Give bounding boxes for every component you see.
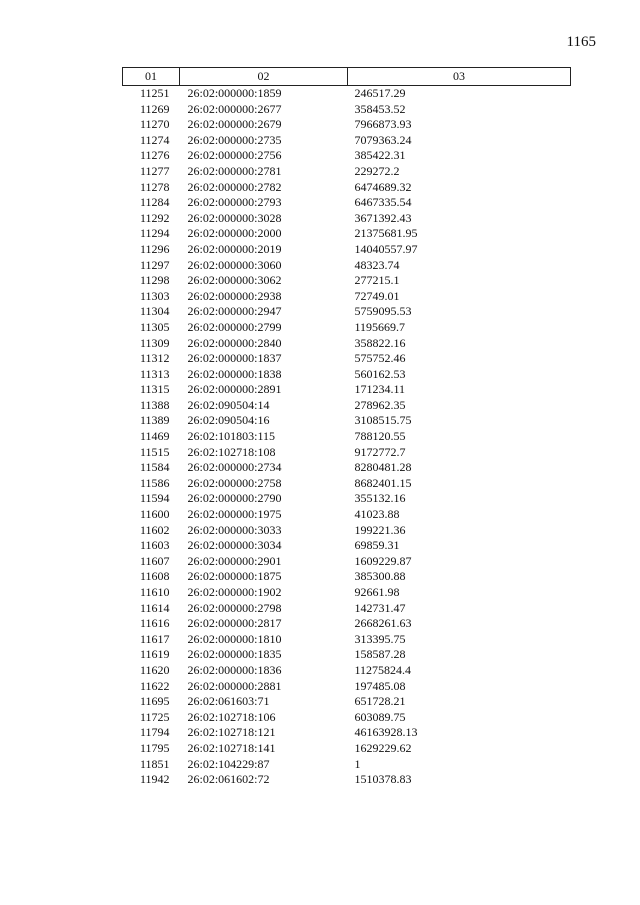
table-row	[123, 647, 571, 663]
cadastral-number-cell: 26:02:000000:1875	[187, 569, 282, 584]
cadastral-number-cell: 26:02:000000:2756	[187, 148, 282, 163]
cadastral-number-cell: 26:02:090504:16	[187, 413, 270, 428]
cadastral-number-cell: 26:02:000000:3028	[187, 210, 282, 225]
row-number-cell: 11313	[139, 366, 170, 381]
cadastral-number-cell: 26:02:000000:2817	[187, 616, 282, 631]
cadastral-value-cell: 9172772.7	[354, 444, 406, 459]
cadastral-value-cell: 651728.21	[354, 694, 406, 709]
cadastral-value-cell: 1	[354, 756, 361, 771]
cadastral-value-table	[122, 67, 571, 788]
column-header-03: 03	[348, 68, 571, 86]
cadastral-number-cell: 26:02:000000:1810	[187, 631, 282, 646]
cadastral-value-cell: 7966873.93	[354, 117, 412, 132]
cadastral-number-cell: 26:02:000000:2798	[187, 600, 282, 615]
table-row	[123, 491, 571, 507]
cadastral-number-cell: 26:02:000000:2790	[187, 491, 282, 506]
table-row	[123, 367, 571, 383]
cadastral-value-cell: 3671392.43	[354, 210, 412, 225]
cadastral-number-cell: 26:02:000000:2734	[187, 460, 282, 475]
cadastral-value-cell: 142731.47	[354, 600, 406, 615]
row-number-cell: 11515	[139, 444, 170, 459]
table-row	[123, 180, 571, 196]
row-number-cell: 11389	[139, 413, 170, 428]
cadastral-value-cell: 575752.46	[354, 351, 406, 366]
row-number-cell: 11315	[139, 382, 170, 397]
cadastral-value-cell: 5759095.53	[354, 304, 412, 319]
row-number-cell: 11610	[139, 585, 170, 599]
table-row	[123, 211, 571, 227]
cadastral-value-cell: 560162.53	[354, 366, 406, 381]
row-number-cell: 11297	[139, 257, 170, 272]
cadastral-number-cell: 26:02:061602:72	[187, 772, 270, 787]
cadastral-value-cell: 69859.31	[354, 538, 400, 553]
table-row	[123, 289, 571, 305]
cadastral-value-cell: 197485.08	[354, 678, 406, 693]
row-number-cell: 11284	[139, 195, 170, 210]
cadastral-number-cell: 26:02:000000:1835	[187, 647, 282, 662]
table-row	[123, 710, 571, 726]
cadastral-number-cell: 26:02:102718:141	[187, 740, 276, 755]
cadastral-number-cell: 26:02:061603:71	[187, 694, 270, 709]
cadastral-value-cell: 603089.75	[354, 709, 406, 724]
table-row	[123, 616, 571, 632]
table-row	[123, 632, 571, 648]
table-row	[123, 445, 571, 461]
table-row	[123, 679, 571, 695]
cadastral-number-cell: 26:02:000000:2881	[187, 678, 282, 693]
row-number-cell: 11795	[139, 740, 170, 755]
table-row	[123, 102, 571, 118]
row-number-cell: 11278	[139, 179, 170, 194]
row-number-cell: 11607	[139, 553, 170, 568]
cadastral-number-cell: 26:02:000000:1859	[187, 86, 282, 100]
page-number: 1165	[566, 34, 596, 50]
row-number-cell: 11608	[139, 569, 170, 584]
cadastral-number-cell: 26:02:000000:1902	[187, 585, 282, 599]
cadastral-value-cell: 48323.74	[354, 257, 400, 272]
table-row	[123, 725, 571, 741]
cadastral-value-cell: 358453.52	[354, 101, 406, 116]
row-number-cell: 11296	[139, 241, 170, 256]
cadastral-number-cell: 26:02:000000:1836	[187, 662, 282, 677]
table-row	[123, 538, 571, 554]
cadastral-value-cell: 358822.16	[354, 335, 406, 350]
cadastral-value-cell: 199221.36	[354, 522, 406, 537]
cadastral-value-cell: 1510378.83	[354, 772, 412, 787]
cadastral-number-cell: 26:02:000000:1975	[187, 507, 282, 522]
table-row	[123, 351, 571, 367]
cadastral-number-cell: 26:02:000000:3033	[187, 522, 282, 537]
row-number-cell: 11616	[139, 616, 170, 631]
table-row	[123, 226, 571, 242]
row-number-cell: 11603	[139, 538, 170, 553]
cadastral-value-cell: 14040557.97	[354, 241, 418, 256]
table-row	[123, 460, 571, 476]
cadastral-number-cell: 26:02:090504:14	[187, 397, 270, 412]
cadastral-number-cell: 26:02:000000:2840	[187, 335, 282, 350]
cadastral-value-cell: 158587.28	[354, 647, 406, 662]
cadastral-value-cell: 8280481.28	[354, 460, 412, 475]
row-number-cell: 11305	[139, 319, 170, 334]
row-number-cell: 11594	[139, 491, 170, 506]
cadastral-number-cell: 26:02:000000:2677	[187, 101, 282, 116]
cadastral-number-cell: 26:02:000000:3062	[187, 273, 282, 288]
cadastral-value-cell: 41023.88	[354, 507, 400, 522]
row-number-cell: 11695	[139, 694, 170, 709]
table-row	[123, 273, 571, 289]
cadastral-number-cell: 26:02:000000:2793	[187, 195, 282, 210]
cadastral-value-cell: 313395.75	[354, 631, 406, 646]
row-number-cell: 11312	[139, 351, 170, 366]
column-header-02: 02	[180, 68, 348, 86]
cadastral-value-cell: 92661.98	[354, 585, 400, 599]
row-number-cell: 11942	[139, 772, 170, 787]
row-number-cell: 11602	[139, 522, 170, 537]
cadastral-value-cell: 277215.1	[354, 273, 400, 288]
row-number-cell: 11270	[139, 117, 170, 132]
table-row	[123, 242, 571, 258]
table-row	[123, 585, 571, 601]
cadastral-value-cell: 788120.55	[354, 429, 406, 444]
cadastral-number-cell: 26:02:000000:2938	[187, 288, 282, 303]
cadastral-value-cell: 6474689.32	[354, 179, 412, 194]
table-row	[123, 195, 571, 211]
cadastral-number-cell: 26:02:104229:87	[187, 756, 270, 771]
cadastral-value-cell: 1609229.87	[354, 553, 412, 568]
cadastral-number-cell: 26:02:000000:1837	[187, 351, 282, 366]
table-row	[123, 86, 571, 102]
row-number-cell: 11274	[139, 132, 170, 147]
cadastral-value-cell: 246517.29	[354, 86, 406, 100]
cadastral-value-cell: 355132.16	[354, 491, 406, 506]
row-number-cell: 11269	[139, 101, 170, 116]
row-number-cell: 11388	[139, 397, 170, 412]
cadastral-value-cell: 8682401.15	[354, 475, 412, 490]
row-number-cell: 11277	[139, 163, 170, 178]
row-number-cell: 11294	[139, 226, 170, 241]
row-number-cell: 11617	[139, 631, 170, 646]
cadastral-number-cell: 26:02:000000:2947	[187, 304, 282, 319]
cadastral-number-cell: 26:02:000000:3034	[187, 538, 282, 553]
cadastral-value-cell: 385422.31	[354, 148, 406, 163]
row-number-cell: 11276	[139, 148, 170, 163]
cadastral-value-cell: 171234.11	[354, 382, 406, 397]
cadastral-number-cell: 26:02:000000:2782	[187, 179, 282, 194]
cadastral-value-cell: 278962.35	[354, 397, 406, 412]
table-row	[123, 741, 571, 757]
cadastral-number-cell: 26:02:000000:2901	[187, 553, 282, 568]
table-row	[123, 413, 571, 429]
cadastral-value-cell: 11275824.4	[354, 662, 412, 677]
table-row	[123, 663, 571, 679]
cadastral-number-cell: 26:02:000000:2758	[187, 475, 282, 490]
cadastral-number-cell: 26:02:000000:3060	[187, 257, 282, 272]
row-number-cell: 11303	[139, 288, 170, 303]
cadastral-value-cell: 7079363.24	[354, 132, 412, 147]
row-number-cell: 11251	[139, 86, 170, 100]
table-row	[123, 117, 571, 133]
cadastral-value-cell: 21375681.95	[354, 226, 418, 241]
cadastral-number-cell: 26:02:000000:2735	[187, 132, 282, 147]
cadastral-number-cell: 26:02:101803:115	[187, 429, 276, 444]
table-row	[123, 148, 571, 164]
table-row	[123, 569, 571, 585]
table-row	[123, 164, 571, 180]
cadastral-number-cell: 26:02:000000:1838	[187, 366, 282, 381]
table-row	[123, 523, 571, 539]
table-row	[123, 694, 571, 710]
row-number-cell: 11725	[139, 709, 170, 724]
row-number-cell: 11614	[139, 600, 170, 615]
column-header-01: 01	[123, 68, 180, 86]
row-number-cell: 11304	[139, 304, 170, 319]
row-number-cell: 11851	[139, 756, 170, 771]
cadastral-number-cell: 26:02:000000:2781	[187, 163, 282, 178]
row-number-cell: 11622	[139, 678, 170, 693]
table-row	[123, 336, 571, 352]
table-row	[123, 601, 571, 617]
cadastral-value-cell: 1195669.7	[354, 319, 406, 334]
table-body	[123, 86, 571, 788]
table-header-row	[123, 68, 571, 86]
cadastral-value-cell: 72749.01	[354, 288, 400, 303]
table-row	[123, 772, 571, 788]
cadastral-number-cell: 26:02:102718:121	[187, 725, 276, 740]
table-row	[123, 382, 571, 398]
row-number-cell: 11586	[139, 475, 170, 490]
table-row	[123, 258, 571, 274]
table-row	[123, 554, 571, 570]
table-row	[123, 320, 571, 336]
row-number-cell: 11619	[139, 647, 170, 662]
cadastral-number-cell: 26:02:000000:2000	[187, 226, 282, 241]
cadastral-value-cell: 385300.88	[354, 569, 406, 584]
cadastral-number-cell: 26:02:000000:2679	[187, 117, 282, 132]
row-number-cell: 11298	[139, 273, 170, 288]
row-number-cell: 11600	[139, 507, 170, 522]
table-row	[123, 133, 571, 149]
table-row	[123, 398, 571, 414]
cadastral-number-cell: 26:02:000000:2799	[187, 319, 282, 334]
row-number-cell: 11794	[139, 725, 170, 740]
row-number-cell: 11292	[139, 210, 170, 225]
cadastral-value-cell: 1629229.62	[354, 740, 412, 755]
cadastral-value-cell: 6467335.54	[354, 195, 412, 210]
cadastral-number-cell: 26:02:000000:2019	[187, 241, 282, 256]
table-row	[123, 429, 571, 445]
cadastral-number-cell: 26:02:000000:2891	[187, 382, 282, 397]
cadastral-value-cell: 3108515.75	[354, 413, 412, 428]
table-header	[123, 68, 571, 86]
table-row	[123, 476, 571, 492]
table-row	[123, 304, 571, 320]
table-row	[123, 507, 571, 523]
row-number-cell: 11309	[139, 335, 170, 350]
cadastral-value-cell: 2668261.63	[354, 616, 412, 631]
cadastral-number-cell: 26:02:102718:108	[187, 444, 276, 459]
cadastral-value-cell: 229272.2	[354, 163, 400, 178]
row-number-cell: 11469	[139, 429, 170, 444]
cadastral-number-cell: 26:02:102718:106	[187, 709, 276, 724]
row-number-cell: 11620	[139, 662, 170, 677]
row-number-cell: 11584	[139, 460, 170, 475]
cadastral-value-cell: 46163928.13	[354, 725, 418, 740]
table-row	[123, 757, 571, 773]
